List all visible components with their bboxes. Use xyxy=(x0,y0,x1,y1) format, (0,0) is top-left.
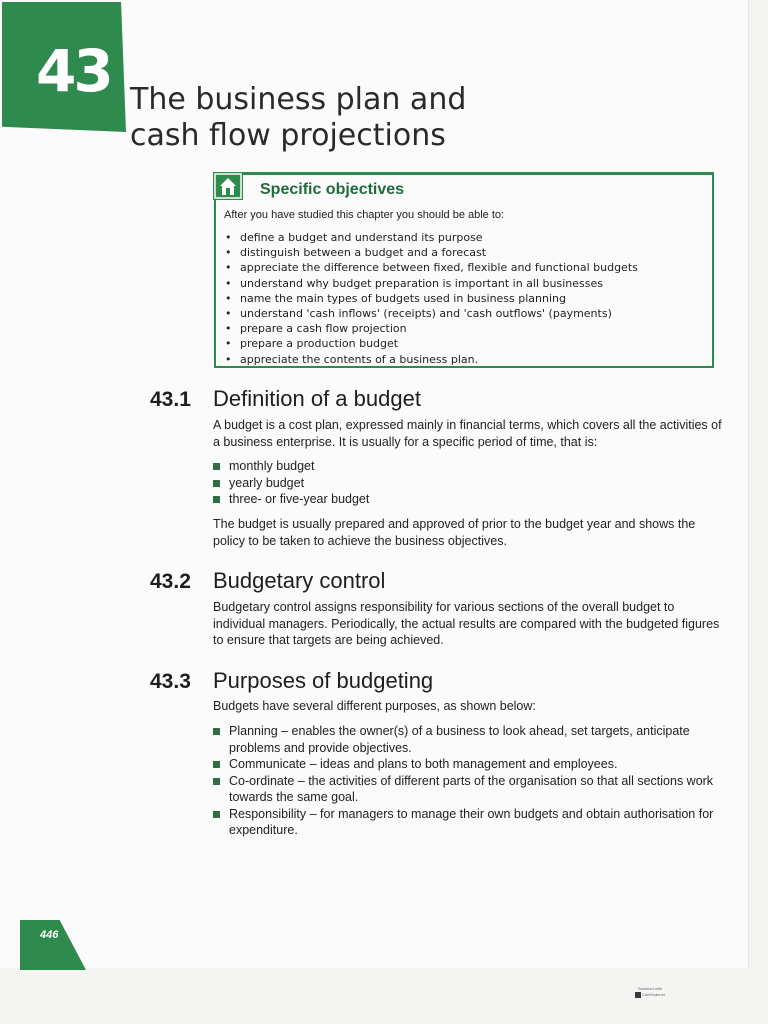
scanner-watermark-line-1: Scanned with xyxy=(637,986,662,991)
page-number: 446 xyxy=(40,929,59,941)
chapter-title xyxy=(130,82,466,154)
section-43-3-intro: Budgets have several different purposes, as shown below: xyxy=(213,699,536,713)
chapter-number: 43 xyxy=(36,37,111,105)
section-43-1-bullets xyxy=(213,458,723,508)
objective-item: • name the main types of budgets used in business planning xyxy=(224,291,638,306)
objectives-intro: After you have studied this chapter you should be able to: xyxy=(224,209,505,221)
scanner-logo-icon xyxy=(635,992,641,998)
list-item: Responsibility – for managers to manage their own budgets and obtain authorisation for expenditure. xyxy=(213,806,723,839)
section-title-43-1: Definition of a budget xyxy=(213,386,421,411)
scanner-watermark-line-2: CamScanner xyxy=(641,992,666,998)
objective-item: • understand 'cash inflows' (receipts) and 'cash outflows' (payments) xyxy=(224,306,638,321)
list-item: three- or five-year budget xyxy=(213,491,723,508)
section-title-43-3: Purposes of budgeting xyxy=(213,668,434,693)
objective-item: • understand why budget preparation is important in all businesses xyxy=(224,276,638,291)
objective-item: • appreciate the difference between fixed, flexible and functional budgets xyxy=(224,260,638,275)
list-item: Co-ordinate – the activities of different parts of the organisation so that all sections work towards the same goal. xyxy=(213,773,723,806)
home-icon xyxy=(213,172,243,200)
chapter-title-line-1: The business plan and xyxy=(130,82,467,117)
scanner-watermark xyxy=(632,986,668,1012)
page-number-tab xyxy=(20,920,86,970)
section-number-43-3: 43.3 xyxy=(150,670,191,693)
section-number-43-2: 43.2 xyxy=(150,570,191,593)
objective-item: • appreciate the contents of a business plan. xyxy=(224,352,638,367)
objectives-heading: Specific objectives xyxy=(260,181,405,198)
section-43-3-bullets xyxy=(213,723,723,839)
objective-item: • define a budget and understand its purpose xyxy=(224,230,638,245)
list-item: Planning – enables the owner(s) of a business to look ahead, set targets, anticipate problems and provide objectives. xyxy=(213,723,723,756)
section-43-1-intro: A budget is a cost plan, expressed mainly in financial terms, which covers all the activities of a business enterprise. It is usually for a specific period of time, that is: xyxy=(213,418,722,449)
list-item: Communicate – ideas and plans to both management and employees. xyxy=(213,756,723,773)
section-43-1-outro: The budget is usually prepared and approved of prior to the budget year and shows the policy to be taken to achieve the business objectives. xyxy=(213,517,696,548)
section-number-43-1: 43.1 xyxy=(150,388,191,411)
objective-item: • distinguish between a budget and a forecast xyxy=(224,245,638,260)
section-43-2-intro: Budgetary control assigns responsibility for various sections of the overall budget to individual managers. Periodically, the actual results are compared with the budgeted figures to ensure that targets are being achieved. xyxy=(213,600,720,647)
list-item: yearly budget xyxy=(213,475,723,492)
list-item: monthly budget xyxy=(213,458,723,475)
objectives-list xyxy=(224,230,638,367)
objectives-box xyxy=(214,172,714,368)
chapter-title-line-2: cash flow projections xyxy=(130,118,446,153)
section-title-43-2: Budgetary control xyxy=(213,568,386,593)
objective-item: • prepare a cash flow projection xyxy=(224,321,638,336)
objective-item: • prepare a production budget xyxy=(224,336,638,351)
